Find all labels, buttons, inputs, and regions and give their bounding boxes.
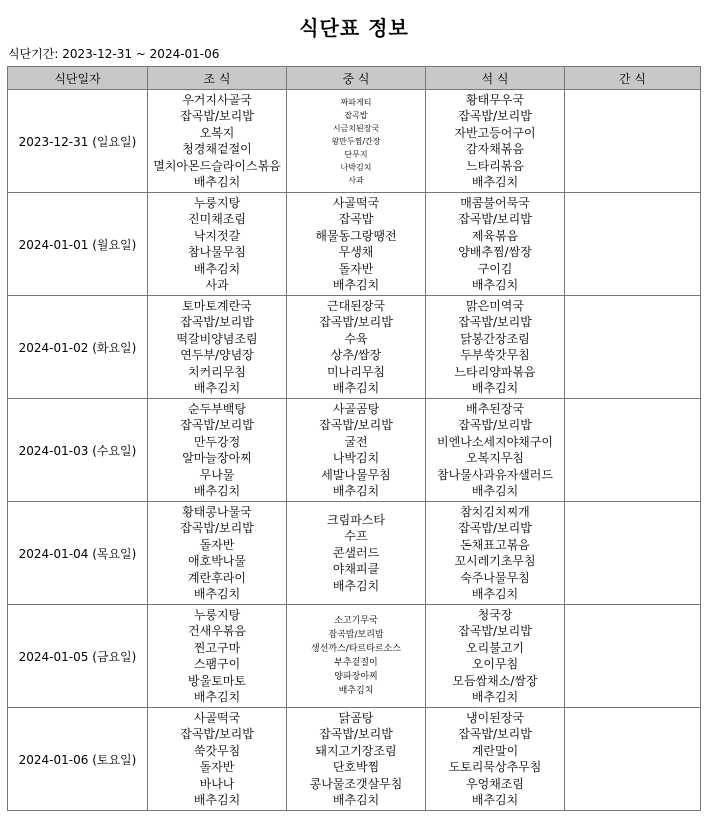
lunch-menu-list	[287, 298, 425, 397]
table-header-row	[8, 67, 701, 90]
menu-item: 생선까스/타르타르소스	[311, 644, 401, 654]
menu-item: 잡곡밥/보리밥	[180, 109, 254, 123]
menu-item: 굴전	[344, 434, 368, 449]
menu-item: 배추김치	[193, 175, 241, 189]
menu-item: 방울토마토	[188, 673, 246, 688]
menu-item: 잡곡밥/보리밥	[458, 418, 532, 432]
menu-item: 떡갈비양념조림	[176, 331, 258, 346]
menu-item: 숙주나물무침	[460, 570, 530, 585]
menu-item: 황태무우국	[466, 92, 524, 107]
menu-item: 잡곡밥/보리밥	[458, 212, 532, 226]
menu-item: 배추김치	[471, 175, 519, 189]
table-row	[8, 90, 701, 193]
table-row	[8, 605, 701, 708]
menu-item: 콘샐러드	[332, 545, 380, 560]
menu-item: 알마늘장아찌	[182, 451, 252, 465]
dinner-cell	[426, 399, 565, 502]
menu-item: 우거지사골국	[182, 92, 252, 107]
menu-item: 참나물사과유자샐러드	[437, 467, 553, 482]
menu-item: 배추김치	[471, 484, 519, 498]
table-row	[8, 502, 701, 605]
breakfast-cell	[148, 399, 287, 502]
menu-item: 배추김치	[193, 484, 241, 498]
menu-item: 애호박나물	[188, 554, 246, 568]
menu-item: 계란말이	[471, 743, 519, 758]
menu-item: 잡곡밥/보리밥	[328, 630, 384, 640]
menu-item: 건새우볶음	[188, 624, 246, 638]
menu-item: 두부쑥갓무침	[460, 348, 530, 362]
menu-item: 잡곡밥/보리밥	[458, 727, 532, 741]
breakfast-cell	[148, 193, 287, 296]
snack-cell	[565, 296, 701, 399]
menu-item: 닭곰탕	[338, 710, 374, 725]
menu-item: 배추김치	[471, 587, 519, 601]
header-date: 식단일자	[8, 67, 148, 90]
menu-item: 잡곡밥	[338, 212, 374, 226]
period-label: 식단기간:	[8, 47, 59, 61]
menu-item: 매콤불어묵국	[460, 195, 530, 210]
menu-item: 단호박찜	[332, 760, 380, 774]
menu-item: 참나물무침	[188, 245, 246, 259]
dinner-menu-list	[426, 607, 564, 706]
dinner-menu-list	[426, 710, 564, 809]
menu-item: 야채피클	[332, 562, 380, 577]
menu-item: 계란후라이	[188, 570, 246, 585]
menu-item: 배추김치	[193, 381, 241, 395]
menu-item: 양파장아찌	[334, 672, 378, 682]
menu-item: 잡곡밥/보리밥	[458, 315, 532, 329]
menu-item: 돌자반	[199, 760, 235, 774]
menu-item: 나박김치	[332, 451, 380, 465]
menu-item: 사골떡국	[193, 710, 241, 725]
menu-item: 연두부/양념장	[180, 348, 254, 362]
menu-item: 근대된장국	[327, 298, 385, 313]
menu-item: 배추김치	[193, 261, 241, 276]
menu-item: 사과	[205, 278, 229, 292]
lunch-cell	[287, 90, 426, 193]
menu-item: 잡곡밥/보리밥	[180, 727, 254, 741]
lunch-cell	[287, 399, 426, 502]
menu-item: 사골떡국	[332, 195, 380, 210]
menu-item: 오리불고기	[466, 640, 524, 655]
menu-item: 우엉채조림	[466, 776, 524, 791]
menu-item: 배추김치	[332, 484, 380, 498]
menu-item: 미나리무침	[327, 364, 385, 379]
menu-item: 나박김치	[340, 162, 372, 172]
dinner-cell	[426, 708, 565, 811]
lunch-cell	[287, 193, 426, 296]
menu-item: 잡곡밥/보리밥	[458, 624, 532, 638]
menu-item: 상추/쌈장	[330, 348, 382, 362]
lunch-cell	[287, 296, 426, 399]
lunch-cell	[287, 708, 426, 811]
menu-item: 진미채조림	[188, 212, 246, 226]
meal-date: 2024-01-06 (토요일)	[8, 708, 148, 811]
lunch-menu-list	[287, 512, 425, 595]
menu-item: 잡곡밥	[344, 110, 368, 120]
menu-item: 감자채볶음	[466, 142, 524, 156]
meal-date: 2024-01-05 (금요일)	[8, 605, 148, 708]
menu-item: 부추겉절이	[334, 658, 378, 668]
menu-item: 낙지젓갈	[193, 228, 241, 243]
breakfast-menu-list	[148, 401, 286, 500]
dinner-menu-list	[426, 401, 564, 500]
menu-item: 토마토계란국	[182, 298, 252, 313]
menu-item: 스팸구이	[193, 657, 241, 671]
menu-item: 쑥갓무침	[193, 743, 241, 758]
menu-item: 배추김치	[193, 587, 241, 601]
table-row	[8, 296, 701, 399]
snack-cell	[565, 90, 701, 193]
dinner-menu-list	[426, 195, 564, 294]
menu-item: 느타리볶음	[466, 158, 524, 173]
dinner-menu-list	[426, 298, 564, 397]
meal-date: 2023-12-31 (일요일)	[8, 90, 148, 193]
menu-item: 세발나물무침	[321, 467, 391, 482]
lunch-menu-list	[287, 614, 425, 698]
menu-item: 돼지고기장조림	[315, 743, 397, 758]
meal-table	[7, 66, 701, 811]
dinner-cell	[426, 296, 565, 399]
header-lunch: 중 식	[287, 67, 426, 90]
menu-item: 시금치된장국	[332, 123, 380, 133]
menu-item: 청경채겉절이	[182, 142, 252, 156]
menu-item: 배추김치	[338, 686, 374, 696]
menu-item: 도토리묵상추무침	[448, 760, 542, 774]
menu-item: 냉이된장국	[466, 710, 524, 725]
menu-item: 모듬쌈채소/쌈장	[452, 673, 538, 688]
table-row	[8, 399, 701, 502]
lunch-menu-list	[287, 710, 425, 809]
meal-date: 2024-01-02 (화요일)	[8, 296, 148, 399]
menu-item: 수프	[344, 529, 368, 544]
table-row	[8, 708, 701, 811]
breakfast-menu-list	[148, 298, 286, 397]
breakfast-menu-list	[148, 504, 286, 603]
table-row	[8, 193, 701, 296]
menu-item: 해물동그랑땡전	[315, 228, 397, 243]
menu-item: 잡곡밥/보리밥	[319, 315, 393, 329]
menu-item: 자반고등어구이	[454, 125, 536, 140]
menu-item: 잡곡밥/보리밥	[458, 521, 532, 535]
dinner-cell	[426, 502, 565, 605]
breakfast-menu-list	[148, 92, 286, 191]
menu-item: 단무지	[344, 149, 368, 159]
lunch-cell	[287, 605, 426, 708]
snack-cell	[565, 502, 701, 605]
menu-item: 무생채	[338, 245, 374, 259]
breakfast-cell	[148, 502, 287, 605]
snack-cell	[565, 708, 701, 811]
menu-item: 오복지무침	[466, 451, 524, 465]
header-breakfast: 조 식	[148, 67, 287, 90]
meal-period	[8, 45, 219, 62]
menu-item: 수육	[344, 331, 368, 346]
menu-item: 배추김치	[471, 381, 519, 395]
menu-item: 짜파게티	[340, 97, 372, 107]
menu-item: 양배추찜/쌈장	[458, 245, 532, 259]
lunch-cell	[287, 502, 426, 605]
menu-item: 황태콩나물국	[182, 504, 252, 519]
menu-item: 배추김치	[332, 793, 380, 807]
menu-item: 잡곡밥/보리밥	[180, 521, 254, 535]
snack-cell	[565, 399, 701, 502]
breakfast-menu-list	[148, 607, 286, 706]
menu-item: 소고기무국	[334, 616, 378, 626]
menu-item: 배추김치	[193, 690, 241, 704]
menu-item: 누룽지탕	[193, 607, 241, 622]
menu-item: 멸치아몬드슬라이스볶음	[153, 158, 281, 173]
menu-item: 청국장	[477, 607, 513, 622]
menu-item: 잡곡밥/보리밥	[458, 109, 532, 123]
menu-item: 찐고구마	[193, 640, 241, 655]
menu-item: 만두강정	[193, 434, 241, 449]
lunch-menu-list	[287, 96, 425, 187]
menu-item: 배추김치	[193, 793, 241, 807]
menu-item: 배추김치	[471, 793, 519, 807]
menu-item: 무나물	[199, 467, 235, 482]
menu-item: 제육볶음	[471, 228, 519, 243]
menu-item: 참치김치찌개	[460, 504, 530, 519]
menu-item: 배추김치	[332, 381, 380, 395]
menu-item: 순두부백탕	[188, 401, 246, 416]
snack-cell	[565, 193, 701, 296]
lunch-menu-list	[287, 401, 425, 500]
breakfast-menu-list	[148, 195, 286, 294]
menu-item: 치커리무침	[188, 364, 246, 379]
breakfast-cell	[148, 708, 287, 811]
dinner-menu-list	[426, 92, 564, 191]
menu-item: 콩나물조갯살무침	[309, 776, 403, 791]
menu-item: 바나나	[199, 776, 235, 791]
menu-item: 왕만두찜/간장	[331, 136, 381, 146]
menu-item: 잡곡밥/보리밥	[319, 418, 393, 432]
menu-item: 배추김치	[471, 278, 519, 292]
menu-item: 느타리양파볶음	[454, 364, 536, 379]
meal-date: 2024-01-03 (수요일)	[8, 399, 148, 502]
menu-item: 사골곰탕	[332, 401, 380, 416]
dinner-cell	[426, 90, 565, 193]
menu-item: 돌자반	[199, 537, 235, 552]
menu-item: 크림파스타	[327, 512, 385, 527]
menu-item: 잡곡밥/보리밥	[180, 418, 254, 432]
menu-item: 배추김치	[471, 690, 519, 704]
menu-item: 닭봉간장조림	[460, 331, 530, 346]
lunch-menu-list	[287, 195, 425, 294]
menu-item: 잡곡밥/보리밥	[319, 727, 393, 741]
menu-item: 배추김치	[332, 578, 380, 593]
menu-item: 잡곡밥/보리밥	[180, 315, 254, 329]
breakfast-menu-list	[148, 710, 286, 809]
meal-date: 2024-01-01 (월요일)	[8, 193, 148, 296]
menu-item: 비엔나소세지야채구이	[437, 434, 553, 449]
menu-item: 오복지	[199, 125, 235, 140]
header-snack: 간 식	[565, 67, 701, 90]
dinner-cell	[426, 193, 565, 296]
menu-item: 사과	[348, 175, 364, 185]
menu-item: 오이무침	[471, 657, 519, 671]
dinner-menu-list	[426, 504, 564, 603]
breakfast-cell	[148, 90, 287, 193]
menu-item: 돌자반	[338, 261, 374, 276]
breakfast-cell	[148, 605, 287, 708]
breakfast-cell	[148, 296, 287, 399]
menu-item: 배추김치	[332, 278, 380, 292]
dinner-cell	[426, 605, 565, 708]
meal-date: 2024-01-04 (목요일)	[8, 502, 148, 605]
menu-item: 꼬시레기초무침	[454, 554, 536, 568]
menu-item: 배추된장국	[466, 401, 524, 416]
menu-item: 맑은미역국	[466, 298, 524, 313]
period-value: 2023-12-31 ~ 2024-01-06	[62, 47, 220, 61]
snack-cell	[565, 605, 701, 708]
page-title: 식단표 정보	[299, 16, 409, 40]
menu-item: 돈채표고볶음	[460, 537, 530, 552]
menu-item: 구이김	[477, 261, 513, 276]
menu-item: 누룽지탕	[193, 195, 241, 210]
header-dinner: 석 식	[426, 67, 565, 90]
